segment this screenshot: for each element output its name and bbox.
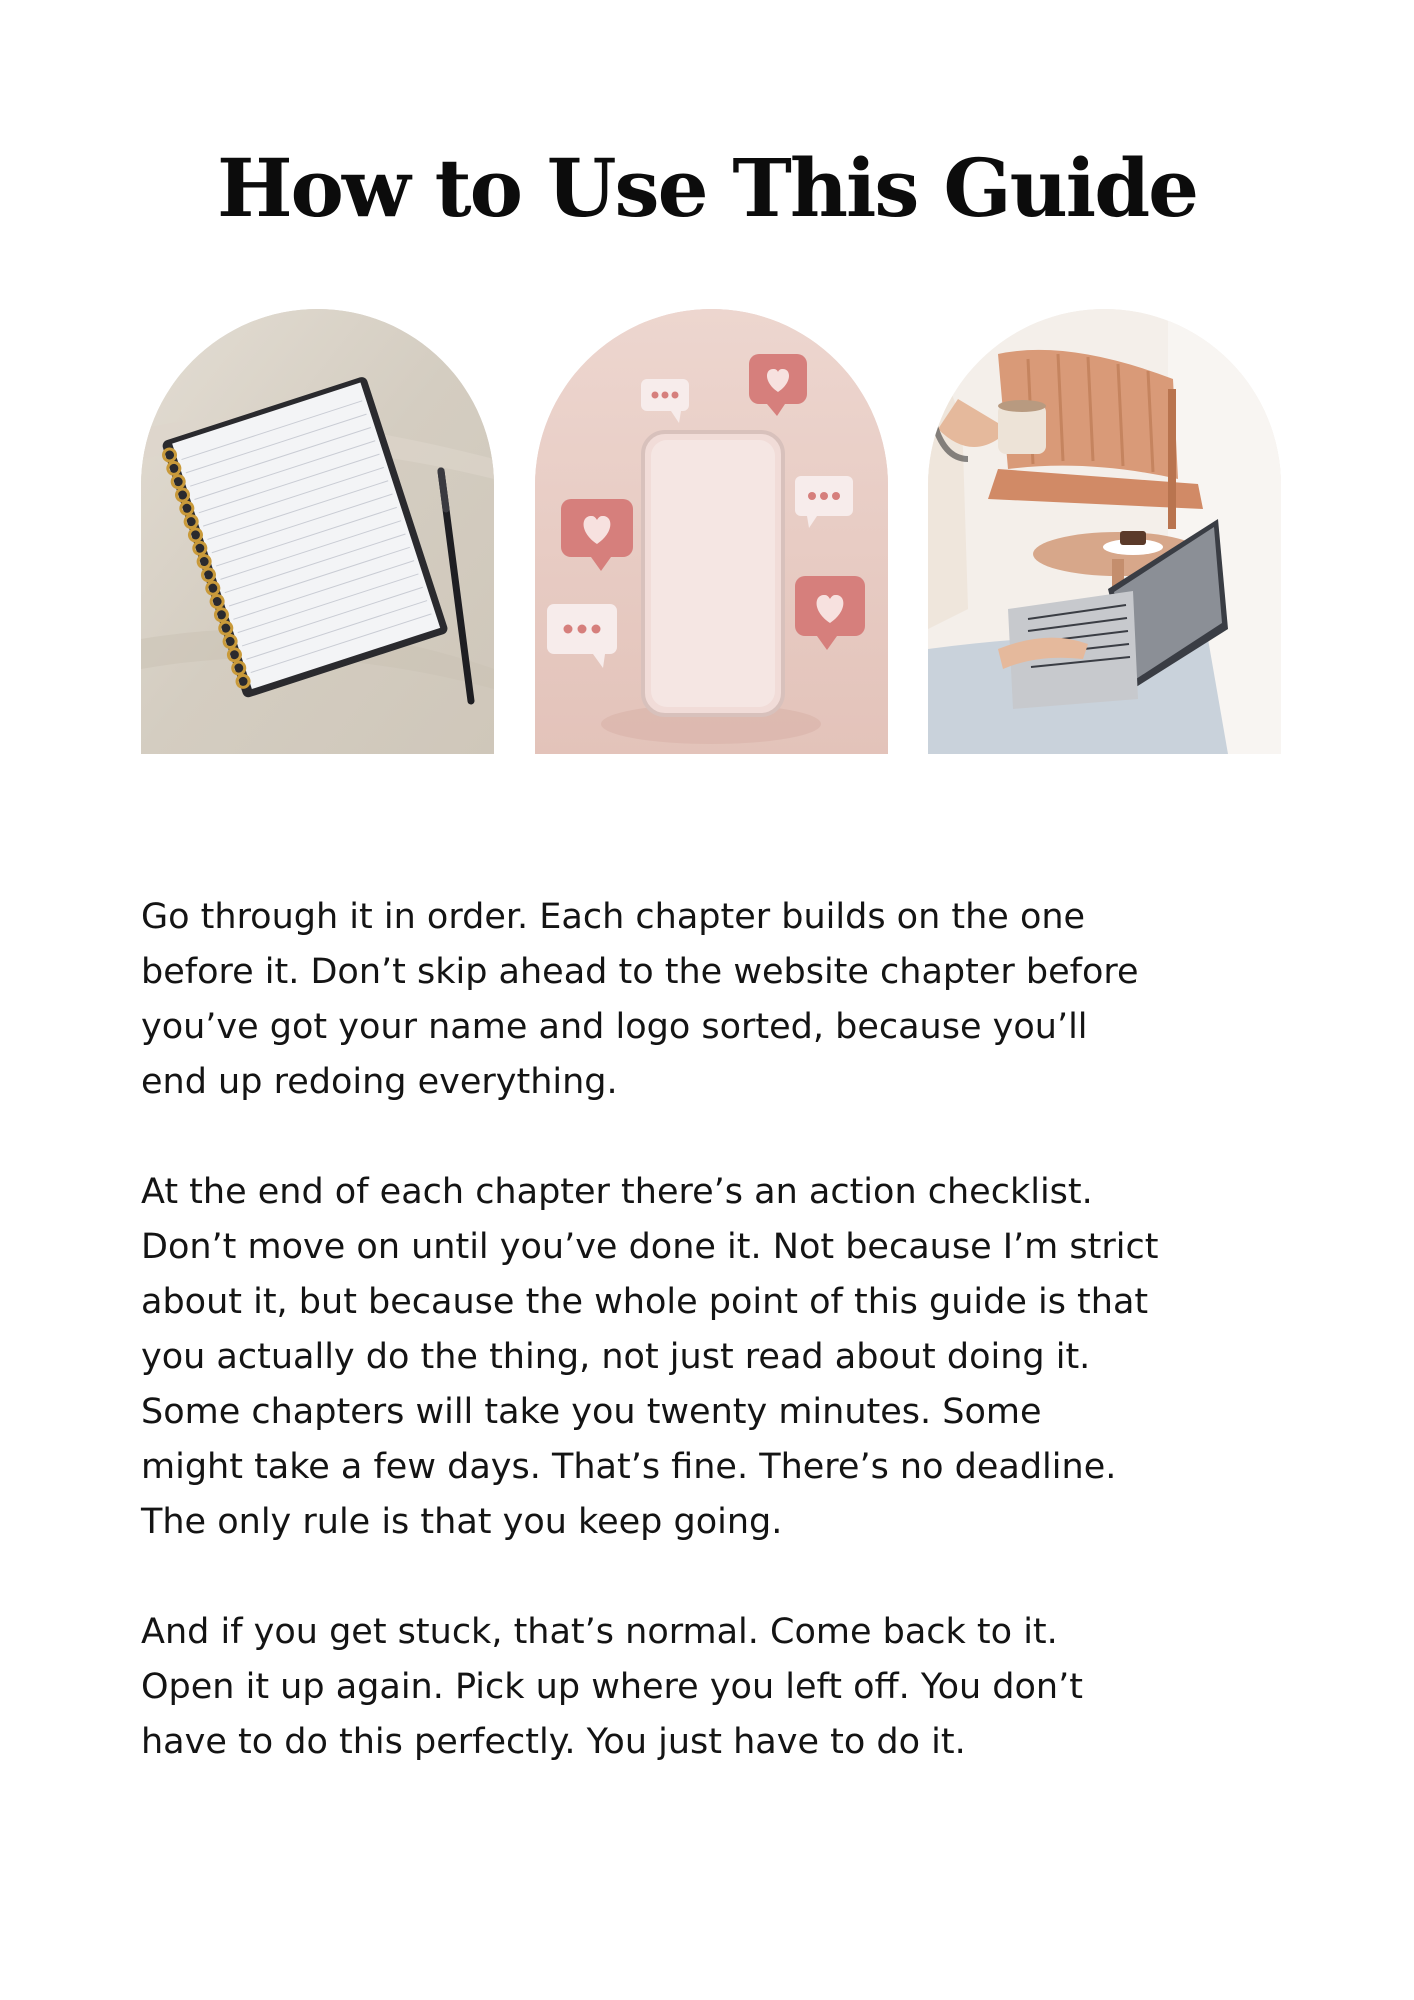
body-paragraph-3: And if you get stuck, that’s normal. Come back to it. Open it up again. Pick up where you left off. You don’t have to do this perfectly. You just have to do it.	[141, 1612, 1083, 1762]
page-title: How to Use This Guide	[216, 141, 1198, 235]
notebook-photo	[141, 309, 494, 754]
body-paragraph-2: At the end of each chapter there’s an action checklist. Don’t move on until you’ve done it. Not because I’m strict about it, but because the whole point of this guide is that you actually do the thing, not just read about doing it. Some chapters will take you twenty minutes. Some might take a few days. That’s fine. There’s no deadline. The only rule is that you keep going.	[141, 1172, 1159, 1542]
laptop-coffee-photo	[928, 309, 1281, 754]
body-text	[141, 890, 1291, 1825]
body-paragraph-1: Go through it in order. Each chapter builds on the one before it. Don’t skip ahead to the website chapter before you’ve got your name and logo sorted, because you’ll end up redoing everything.	[141, 897, 1139, 1102]
phone-likes-photo	[535, 309, 888, 754]
